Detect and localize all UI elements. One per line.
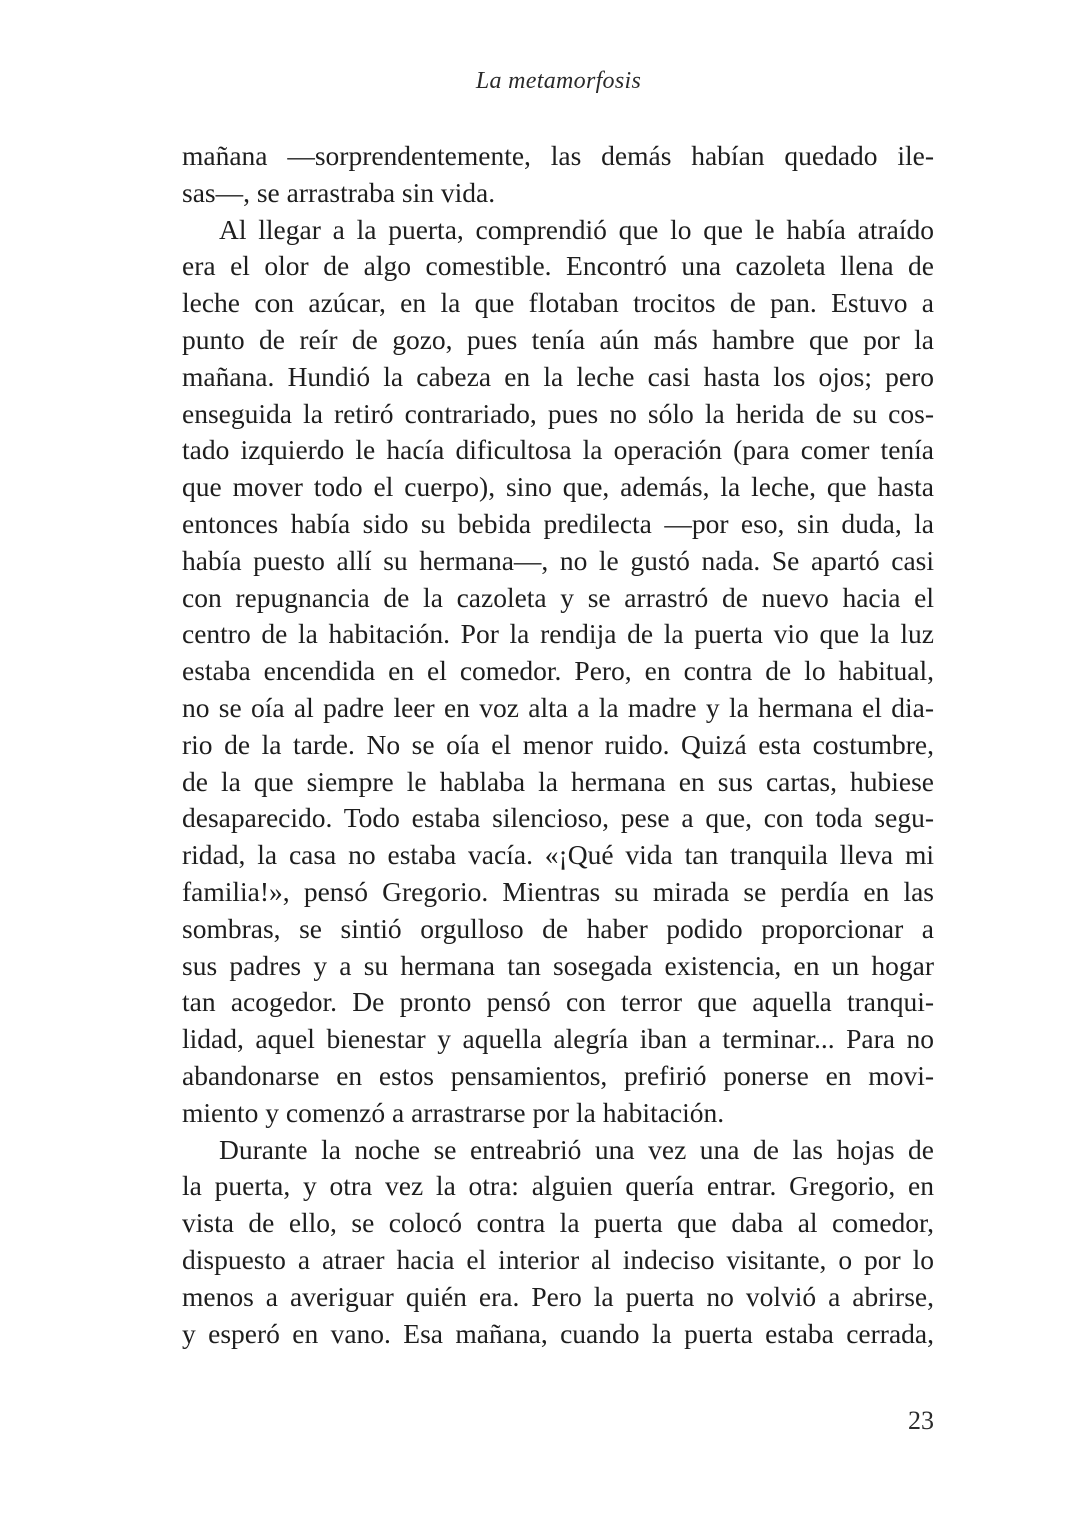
text-line: sas—, se arrastraba sin vida. [182,176,496,208]
text-line: centro de la habitación. Por la rendija de la puerta vio que la luz [182,618,934,650]
text-line: familia!», pensó Gregorio. Mientras su mirada se perdía en las [182,875,934,907]
text-line: mañana. Hundió la cabeza en la leche casi hasta los ojos; pero [182,360,934,392]
text-line: con repugnancia de la cazoleta y se arrastró de nuevo hacia el [182,581,934,613]
text-line: lidad, aquel bienestar y aquella alegría iban a terminar... Para no [182,1023,934,1055]
text-line: estaba encendida en el comedor. Pero, en contra de lo habitual, [182,655,934,687]
text-line: dispuesto a atraer hacia el interior al indeciso visitante, o por lo [182,1243,934,1275]
running-head-title: La metamorfosis [475,68,642,94]
text-line: leche con azúcar, en la que flotaban trocitos de pan. Estuvo a [182,287,934,319]
text-line: sus padres y a su hermana tan sosegada existencia, en un hogar [182,949,934,981]
text-line: había puesto allí su hermana—, no le gustó nada. Se apartó casi [182,544,934,576]
text-line: menos a averiguar quién era. Pero la puerta no volvió a abrirse, [182,1280,934,1312]
text-line: entonces había sido su bebida predilecta —por eso, sin duda, la [182,507,934,539]
text-line: y esperó en vano. Esa mañana, cuando la puerta estaba cerrada, [182,1317,934,1349]
text-line: sombras, se sintió orgulloso de haber podido proporcionar a [182,912,934,944]
text-line: tado izquierdo le hacía dificultosa la operación (para comer tenía [182,434,934,466]
text-line: no se oía al padre leer en voz alta a la madre y la hermana el dia- [182,691,934,723]
text-line: mañana —sorprendentemente, las demás habían quedado ile- [182,140,934,171]
text-line: era el olor de algo comestible. Encontró una cazoleta llena de [182,250,934,282]
text-line: miento y comenzó a arrastrarse por la habitación. [182,1096,725,1128]
text-line: Al llegar a la puerta, comprendió que lo que le había atraído [219,213,934,245]
text-line: vista de ello, se colocó contra la puerta que daba al comedor, [182,1207,934,1239]
text-line: la puerta, y otra vez la otra: alguien quería entrar. Gregorio, en [182,1170,934,1202]
text-line: que mover todo el cuerpo), sino que, además, la leche, que hasta [182,471,934,503]
text-line: desaparecido. Todo estaba silencioso, pese a que, con toda segu- [182,802,934,834]
text-line: ridad, la casa no estaba vacía. «¡Qué vida tan tranquila lleva mi [182,839,934,871]
text-line: tan acogedor. De pronto pensó con terror que aquella tranqui- [182,986,934,1018]
text-line: Durante la noche se entreabrió una vez una de las hojas de [219,1133,934,1165]
text-line: enseguida la retiró contrariado, pues no sólo la herida de su cos- [182,397,934,429]
body-text [182,138,934,1352]
text-line: de la que siempre le hablaba la hermana en sus cartas, hubiese [182,765,934,797]
text-line: abandonarse en estos pensamientos, prefirió ponerse en movi- [182,1059,934,1091]
text-line: rio de la tarde. No se oía el menor ruido. Quizá esta costumbre, [182,728,934,760]
text-line: punto de reír de gozo, pues tenía aún más hambre que por la [182,323,934,355]
page-number: 23 [908,1406,934,1435]
